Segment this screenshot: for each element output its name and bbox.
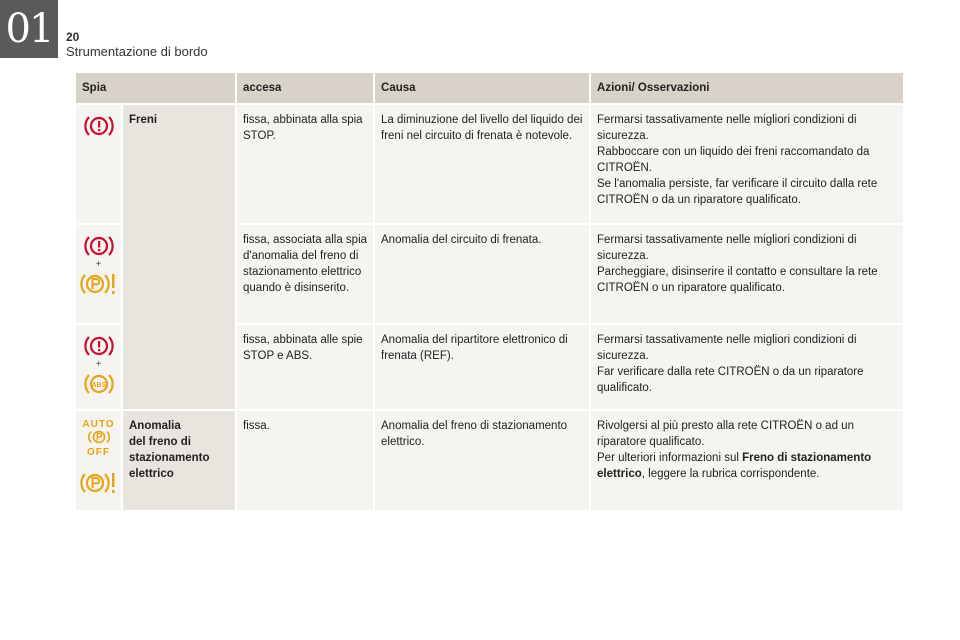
row-causa: Anomalia del freno di stazionamento elettrico. (374, 410, 590, 510)
brake-warning-icon (83, 333, 115, 359)
name-line: elettrico (129, 468, 174, 480)
azioni-link-text: Freno di stazionamento elettrico (597, 452, 872, 480)
chapter-tab (0, 0, 58, 58)
azioni-line: Fermarsi tassativamente nelle migliori condizioni di sicurezza. (597, 234, 857, 262)
azioni-line: Parcheggiare, disinserire il contatto e consultare la rete CITROËN o un riparatore qualificato. (597, 266, 878, 294)
azioni-text: Per ulteriori informazioni sul (597, 452, 743, 464)
azioni-line: Fermarsi tassativamente nelle migliori condizioni di sicurezza. (597, 114, 857, 142)
col-azioni: Azioni/ Osservazioni (590, 73, 903, 104)
abs-icon (83, 371, 115, 397)
name-line: stazionamento (129, 452, 210, 464)
auto-label: AUTO (82, 419, 115, 430)
off-label: OFF (87, 447, 110, 458)
row-azioni (590, 410, 903, 510)
brake-warning-icon (83, 113, 115, 139)
row-icon-cell (76, 224, 122, 324)
row-azioni (590, 224, 903, 324)
row-accesa: fissa, abbinata alle spie STOP e ABS. (236, 324, 374, 410)
parking-brake-fault-icon (79, 271, 119, 297)
row-accesa: fissa, abbinata alla spia STOP. (236, 104, 374, 224)
row-icon-cell (76, 410, 122, 510)
azioni-line: Far verificare dalla rete CITROËN o da un riparatore qualificato. (597, 366, 864, 394)
row-name-cell (122, 410, 236, 510)
row-causa: La diminuzione del livello del liquido dei freni nel circuito di frenata è notevole. (374, 104, 590, 224)
col-spia: Spia (76, 73, 236, 104)
auto-off-p-icon (86, 430, 112, 444)
row-causa: Anomalia del ripartitore elettronico di frenata (REF). (374, 324, 590, 410)
row-azioni (590, 324, 903, 410)
row-icon-cell (76, 324, 122, 410)
plus-sign: + (95, 259, 102, 270)
name-line: del freno di (129, 436, 191, 448)
warning-lights-table (76, 73, 903, 510)
row-accesa: fissa, associata alla spia d'anomalia del freno di stazionamento elettrico quando è disinserito. (236, 224, 374, 324)
auto-off-icon (76, 419, 121, 458)
chapter-number: 01 (5, 6, 53, 52)
azioni-text: , leggere la rubrica corrispondente. (641, 468, 820, 480)
row-accesa: fissa. (236, 410, 374, 510)
col-accesa: accesa (236, 73, 374, 104)
row-causa: Anomalia del circuito di frenata. (374, 224, 590, 324)
table-row (76, 104, 903, 224)
row-icon-cell (76, 104, 122, 224)
page-number: 20 (66, 30, 80, 44)
azioni-line-mixed (597, 450, 897, 482)
col-causa: Causa (374, 73, 590, 104)
section-title: Strumentazione di bordo (66, 44, 208, 59)
parking-brake-fault-icon (79, 470, 119, 496)
abs-label: ABS (91, 382, 106, 389)
azioni-line: Se l'anomalia persiste, far verificare il circuito dalla rete CITROËN o da un riparatore qualificato. (597, 178, 878, 206)
azioni-line: Rivolgersi al più presto alla rete CITROËN o ad un riparatore qualificato. (597, 420, 854, 448)
name-line: Anomalia (129, 420, 181, 432)
row-azioni (590, 104, 903, 224)
plus-sign: + (95, 359, 102, 370)
brake-warning-icon (83, 233, 115, 259)
azioni-line: Rabboccare con un liquido dei freni raccomandato da CITROËN. (597, 146, 870, 174)
table-row (76, 410, 903, 510)
row-name-cell: Freni (122, 104, 236, 410)
azioni-line: Fermarsi tassativamente nelle migliori condizioni di sicurezza. (597, 334, 857, 362)
table-header (76, 73, 903, 104)
